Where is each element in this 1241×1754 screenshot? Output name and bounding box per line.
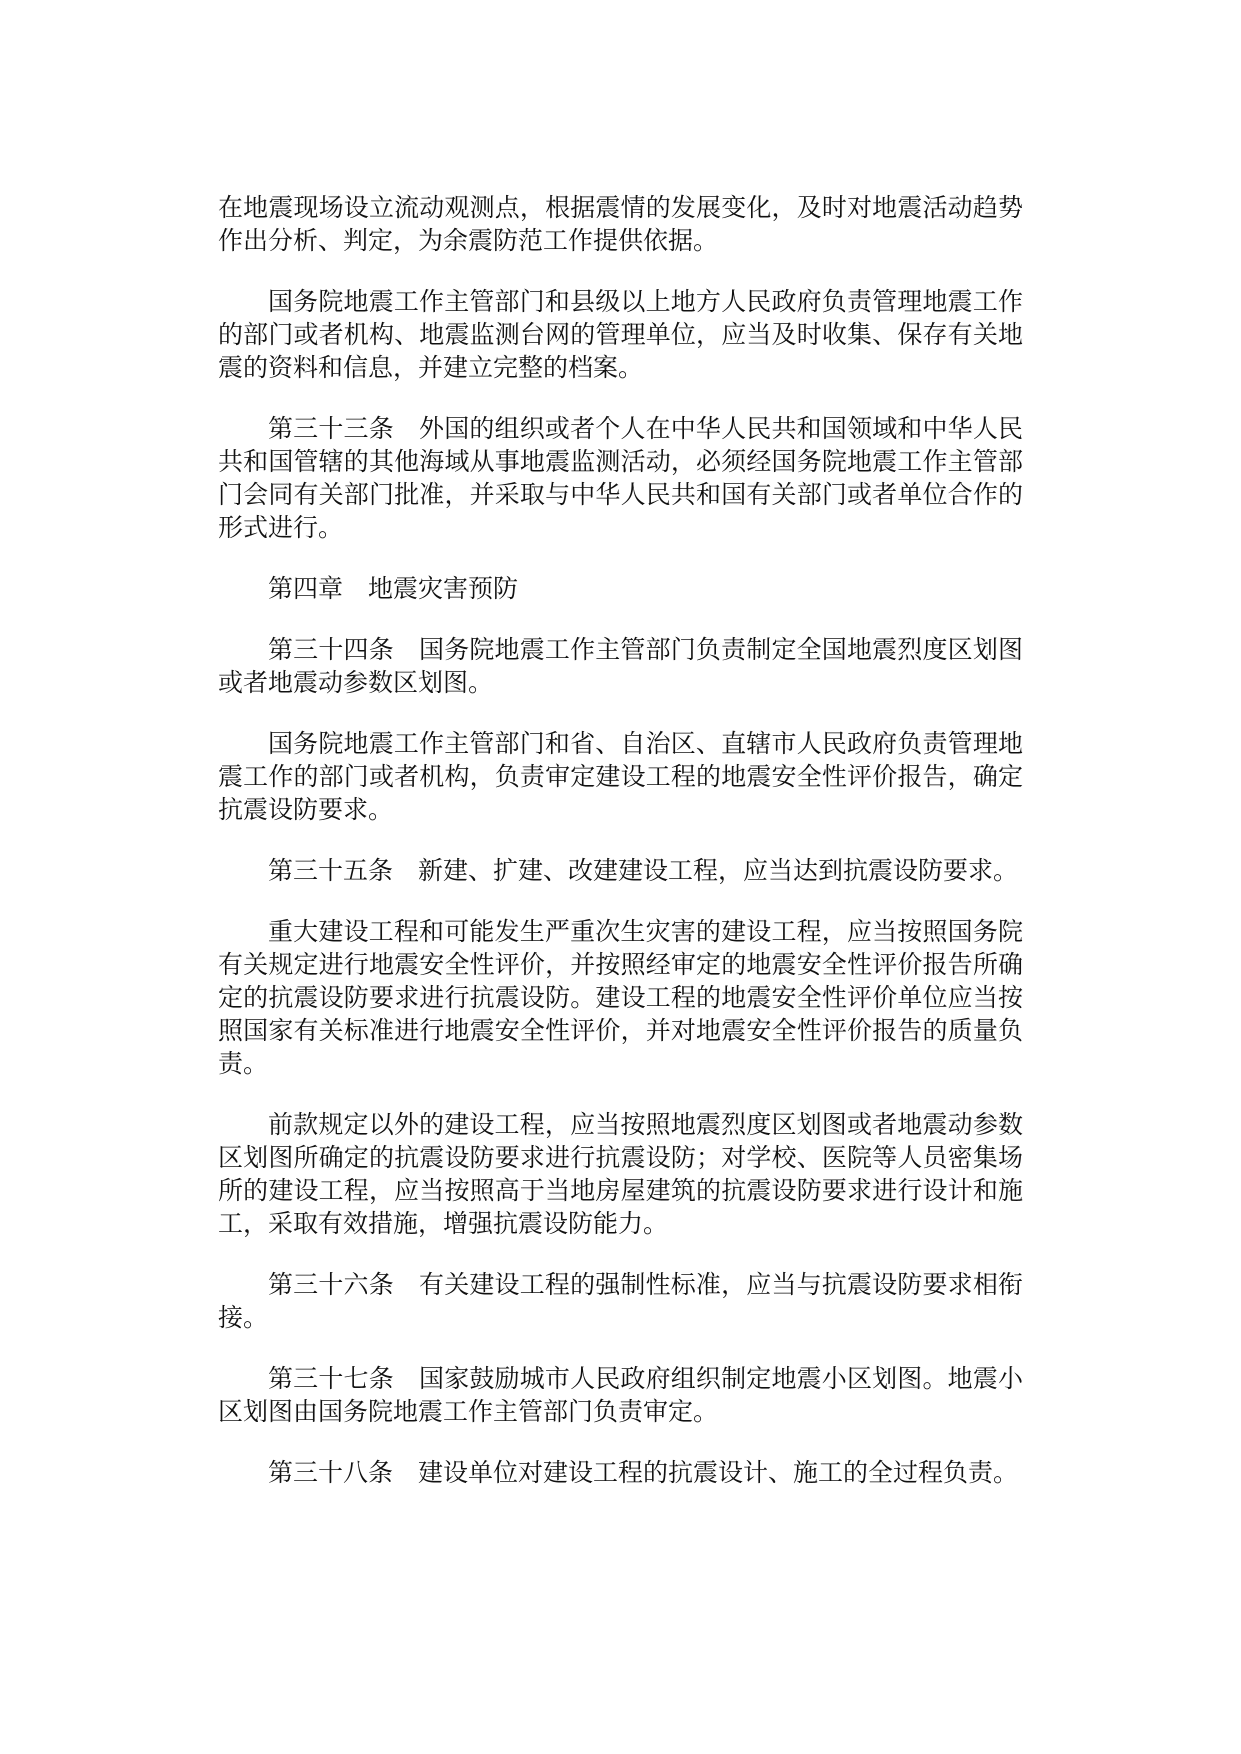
paragraph-continuation: 在地震现场设立流动观测点，根据震情的发展变化，及时对地震活动趋势作出分析、判定，为余震防范工作提供依据。 [218,193,1023,255]
paragraph: 国务院地震工作主管部门和省、自治区、直辖市人民政府负责管理地震工作的部门或者机构，负责审定建设工程的地震安全性评价报告，确定抗震设防要求。 [218,729,1023,824]
article-33: 第三十三条 外国的组织或者个人在中华人民共和国领域和中华人民共和国管辖的其他海域从事地震监测活动，必须经国务院地震工作主管部门会同有关部门批准，并采取与中华人民共和国有关部门或者单位合作的形式进行。 [218,414,1023,542]
article-37: 第三十七条 国家鼓励城市人民政府组织制定地震小区划图。地震小区划图由国务院地震工作主管部门负责审定。 [218,1364,1023,1426]
paragraph: 国务院地震工作主管部门和县级以上地方人民政府负责管理地震工作的部门或者机构、地震监测台网的管理单位，应当及时收集、保存有关地震的资料和信息，并建立完整的档案。 [218,287,1023,382]
article-36: 第三十六条 有关建设工程的强制性标准，应当与抗震设防要求相衔接。 [218,1270,1023,1332]
paragraph: 前款规定以外的建设工程，应当按照地震烈度区划图或者地震动参数区划图所确定的抗震设防要求进行抗震设防；对学校、医院等人员密集场所的建设工程，应当按照高于当地房屋建筑的抗震设防要求进行设计和施工，采取有效措施，增强抗震设防能力。 [218,1110,1023,1238]
article-34: 第三十四条 国务院地震工作主管部门负责制定全国地震烈度区划图或者地震动参数区划图。 [218,635,1023,697]
chapter-heading: 第四章 地震灾害预防 [268,574,519,603]
article-35: 第三十五条 新建、扩建、改建建设工程，应当达到抗震设防要求。 [268,856,1019,885]
article-38: 第三十八条 建设单位对建设工程的抗震设计、施工的全过程负责。 [268,1458,1019,1487]
paragraph: 重大建设工程和可能发生严重次生灾害的建设工程，应当按照国务院有关规定进行地震安全性评价，并按照经审定的地震安全性评价报告所确定的抗震设防要求进行抗震设防。建设工程的地震安全性评价单位应当按照国家有关标准进行地震安全性评价，并对地震安全性评价报告的质量负责。 [218,917,1023,1078]
document-page [218,191,1023,1517]
